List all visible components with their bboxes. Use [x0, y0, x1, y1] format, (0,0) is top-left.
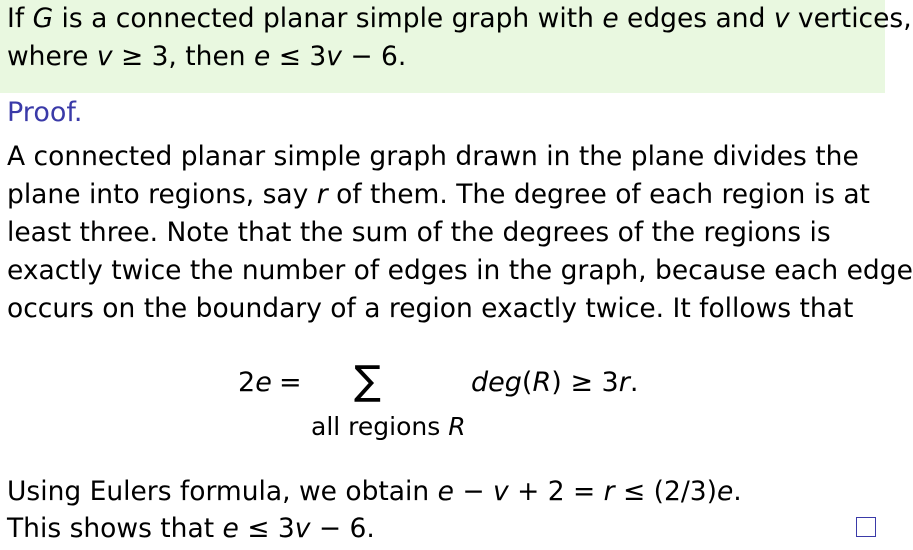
- lhs-number: 2: [238, 367, 256, 398]
- proof-title: Proof.: [7, 97, 83, 128]
- text: This shows that: [7, 513, 223, 544]
- text: is a connected planar simple graph with: [53, 3, 603, 34]
- rhs-var2: r: [618, 367, 630, 398]
- text: − 6.: [310, 513, 375, 544]
- text: plane into regions, say: [7, 179, 317, 210]
- text: ≥ 3, then: [112, 41, 254, 72]
- text: ≤ (2/3): [614, 476, 717, 507]
- summation-symbol: ∑: [354, 358, 381, 404]
- relation: ≥ 3: [561, 367, 619, 398]
- math-var: v: [493, 476, 509, 507]
- math-var: r: [316, 179, 328, 210]
- deg-function: deg: [471, 367, 522, 398]
- math-var: e: [253, 41, 271, 72]
- qed-square-icon: [856, 517, 876, 537]
- equals-sign: =: [279, 367, 302, 398]
- text: of them. The degree of each region is at: [327, 179, 870, 210]
- text: − 6.: [341, 41, 407, 72]
- math-var: v: [773, 3, 790, 34]
- math-var: r: [603, 476, 615, 507]
- math-var: G: [32, 3, 54, 34]
- proof-line-4: exactly twice the number of edges in the graph, because each edge: [7, 255, 913, 286]
- math-var: v: [96, 41, 113, 72]
- lhs-var: e: [255, 367, 272, 398]
- proof-line-3: least three. Note that the sum of the degrees of the regions is: [7, 217, 831, 248]
- math-var: v: [326, 41, 342, 72]
- rhs-var: R: [532, 367, 552, 398]
- text: where: [7, 41, 97, 72]
- math-var: e: [716, 476, 734, 507]
- text: ≤ 3: [270, 41, 327, 72]
- text: edges and: [618, 3, 774, 34]
- math-var: e: [602, 3, 619, 34]
- text: ≤ 3: [238, 513, 295, 544]
- theorem-line-2: [7, 41, 406, 73]
- text: Using Eulers formula, we obtain: [7, 476, 438, 507]
- text: + 2 =: [508, 476, 604, 507]
- text: .: [733, 476, 742, 507]
- text: If: [7, 3, 33, 34]
- period: .: [629, 367, 639, 398]
- proof-line-6: [7, 476, 742, 508]
- math-var: e: [222, 513, 239, 544]
- theorem-line-1: [7, 3, 912, 35]
- text: −: [453, 476, 493, 507]
- paren: ): [551, 367, 562, 398]
- theorem-box: [0, 0, 912, 93]
- subscript-var: R: [448, 412, 466, 441]
- proof-line-2: [7, 179, 870, 211]
- summation-subscript: [311, 411, 466, 443]
- math-var: v: [294, 513, 311, 544]
- equation-lhs: [238, 367, 272, 399]
- proof-line-7: [7, 513, 375, 545]
- equation-rhs: [471, 367, 638, 399]
- subscript-text: all regions: [311, 412, 449, 441]
- proof-line-5: occurs on the boundary of a region exactly twice. It follows that: [7, 293, 854, 324]
- text: vertices,: [789, 3, 912, 34]
- proof-line-1: A connected planar simple graph drawn in the plane divides the: [7, 141, 859, 172]
- paren: (: [521, 367, 533, 398]
- math-var: e: [437, 476, 454, 507]
